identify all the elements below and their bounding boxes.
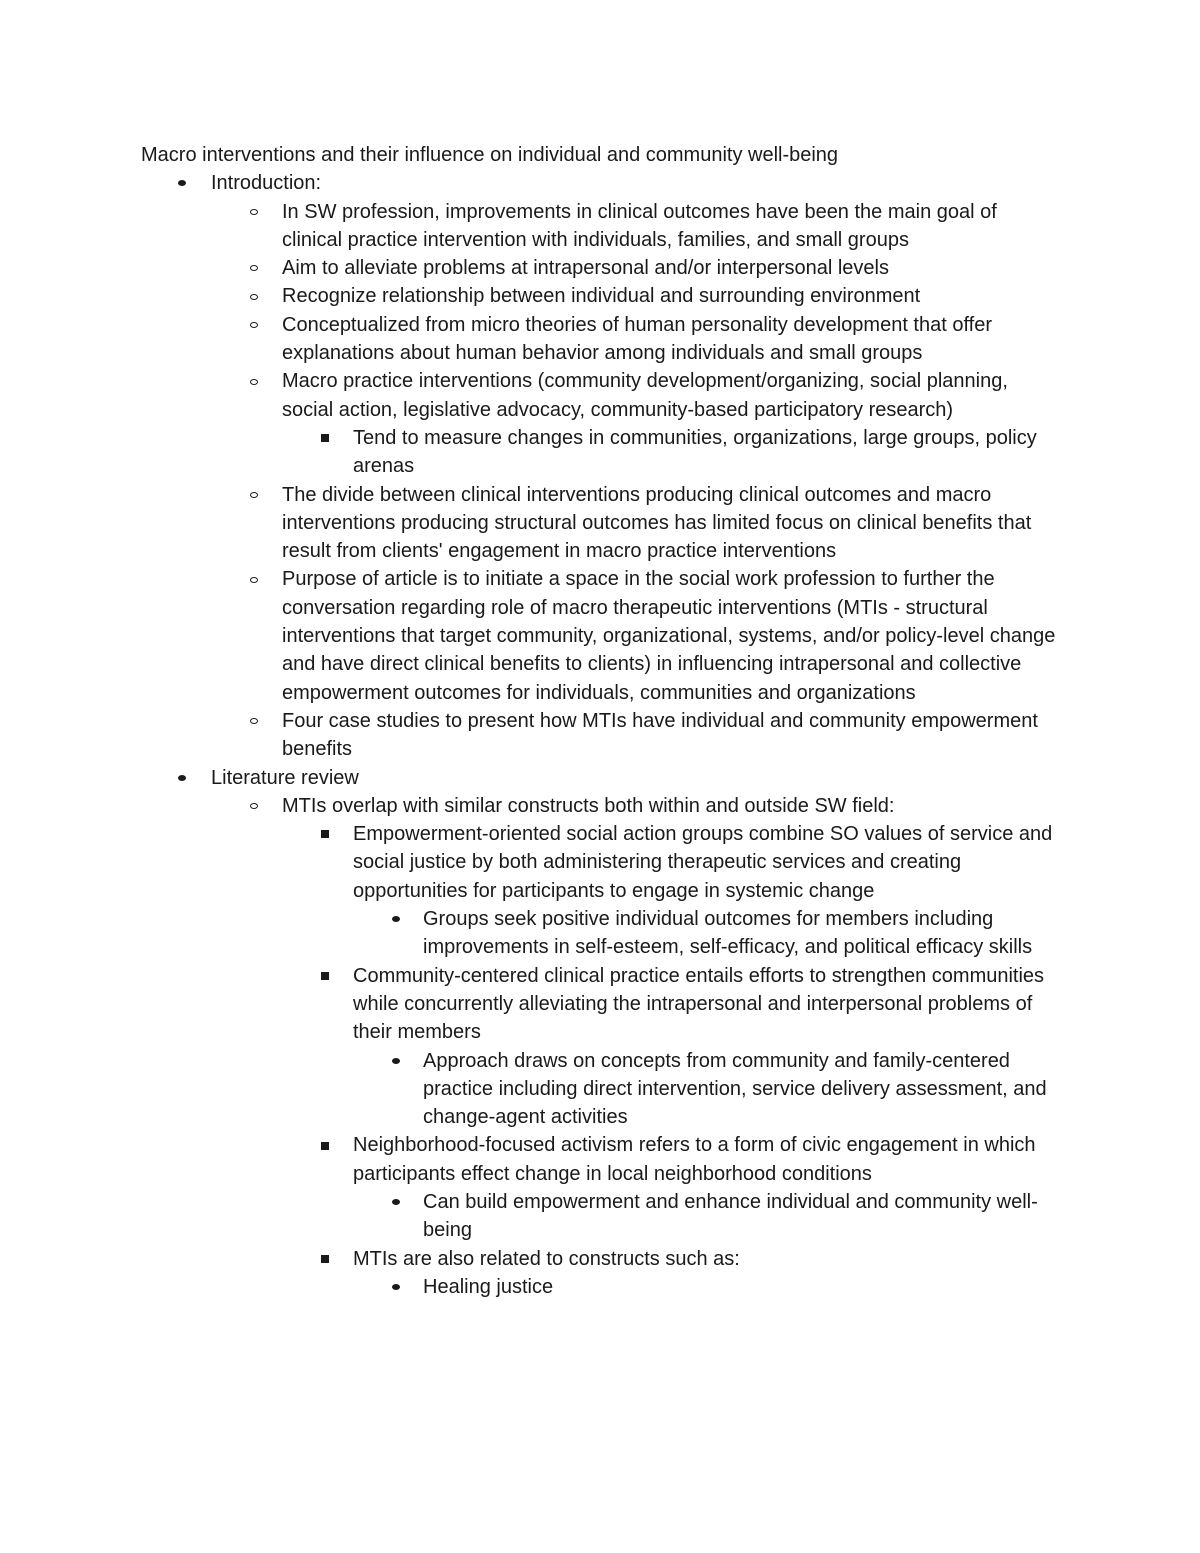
- list-item: Tend to measure changes in communities, organizations, large groups, policy arenas: [0, 424, 1063, 481]
- list-item: The divide between clinical interventions producing clinical outcomes and macro interventions producing structural outcomes has limited focus on clinical benefits that result from clients' engagement in macro practice interventions: [0, 481, 1062, 566]
- list-item: Neighborhood-focused activism refers to a form of civic engagement in which participants effect change in local neighborhood conditions: [0, 1131, 1063, 1188]
- list-item: Groups seek positive individual outcomes for members including improvements in self-esteem, self-efficacy, and political efficacy skills: [0, 905, 1063, 962]
- filled-bullet-icon: [172, 764, 192, 792]
- list-item: MTIs are also related to constructs such as:: [0, 1245, 1063, 1273]
- filled-bullet-icon: [386, 1273, 406, 1301]
- list-item: Purpose of article is to initiate a space in the social work profession to further the conversation regarding role of macro therapeutic interventions (MTIs - structural interventions that target community, organizational, systems, and/or policy-level change and have direct clinical benefits to clients) in influencing intrapersonal and collective empowerment outcomes for individuals, communities and organizations: [0, 565, 1062, 706]
- list-item: In SW profession, improvements in clinical outcomes have been the main goal of clinical practice intervention with individuals, families, and small groups: [0, 198, 1062, 255]
- square-bullet-icon: [315, 820, 335, 848]
- hollow-bullet-icon: [244, 254, 264, 282]
- list-item: Introduction:: [0, 169, 1061, 197]
- list-item: Conceptualized from micro theories of human personality development that offer explanations about human behavior among individuals and small groups: [0, 311, 1062, 368]
- outline-list: [0, 169, 1200, 1301]
- hollow-bullet-icon: [244, 792, 264, 820]
- hollow-bullet-icon: [244, 282, 264, 310]
- square-bullet-icon: [315, 962, 335, 990]
- square-bullet-icon: [315, 424, 335, 452]
- list-item: Macro practice interventions (community development/organizing, social planning, social action, legislative advocacy, community-based participatory research): [0, 367, 1062, 424]
- square-bullet-icon: [315, 1245, 335, 1273]
- list-item: Four case studies to present how MTIs have individual and community empowerment benefits: [0, 707, 1062, 764]
- list-item: Empowerment-oriented social action groups combine SO values of service and social justice by both administering therapeutic services and creating opportunities for participants to engage in systemic change: [0, 820, 1063, 905]
- hollow-bullet-icon: [244, 707, 264, 735]
- filled-bullet-icon: [386, 1047, 406, 1075]
- square-bullet-icon: [315, 1131, 335, 1159]
- list-item: MTIs overlap with similar constructs both within and outside SW field:: [0, 792, 1062, 820]
- filled-bullet-icon: [386, 905, 406, 933]
- hollow-bullet-icon: [244, 198, 264, 226]
- hollow-bullet-icon: [244, 565, 264, 593]
- filled-bullet-icon: [172, 169, 192, 197]
- filled-bullet-icon: [386, 1188, 406, 1216]
- list-item: Aim to alleviate problems at intrapersonal and/or interpersonal levels: [0, 254, 1062, 282]
- hollow-bullet-icon: [244, 481, 264, 509]
- list-item: Healing justice: [0, 1273, 1063, 1301]
- list-item: Community-centered clinical practice entails efforts to strengthen communities while concurrently alleviating the intrapersonal and interpersonal problems of their members: [0, 962, 1063, 1047]
- list-item: Approach draws on concepts from community and family-centered practice including direct intervention, service delivery assessment, and change-agent activities: [0, 1047, 1063, 1132]
- list-item: Literature review: [0, 764, 1061, 792]
- hollow-bullet-icon: [244, 311, 264, 339]
- list-item: Can build empowerment and enhance individual and community well-being: [0, 1188, 1063, 1245]
- list-item: Recognize relationship between individual and surrounding environment: [0, 282, 1062, 310]
- hollow-bullet-icon: [244, 367, 264, 395]
- document-title: Macro interventions and their influence on individual and community well-being: [141, 144, 839, 166]
